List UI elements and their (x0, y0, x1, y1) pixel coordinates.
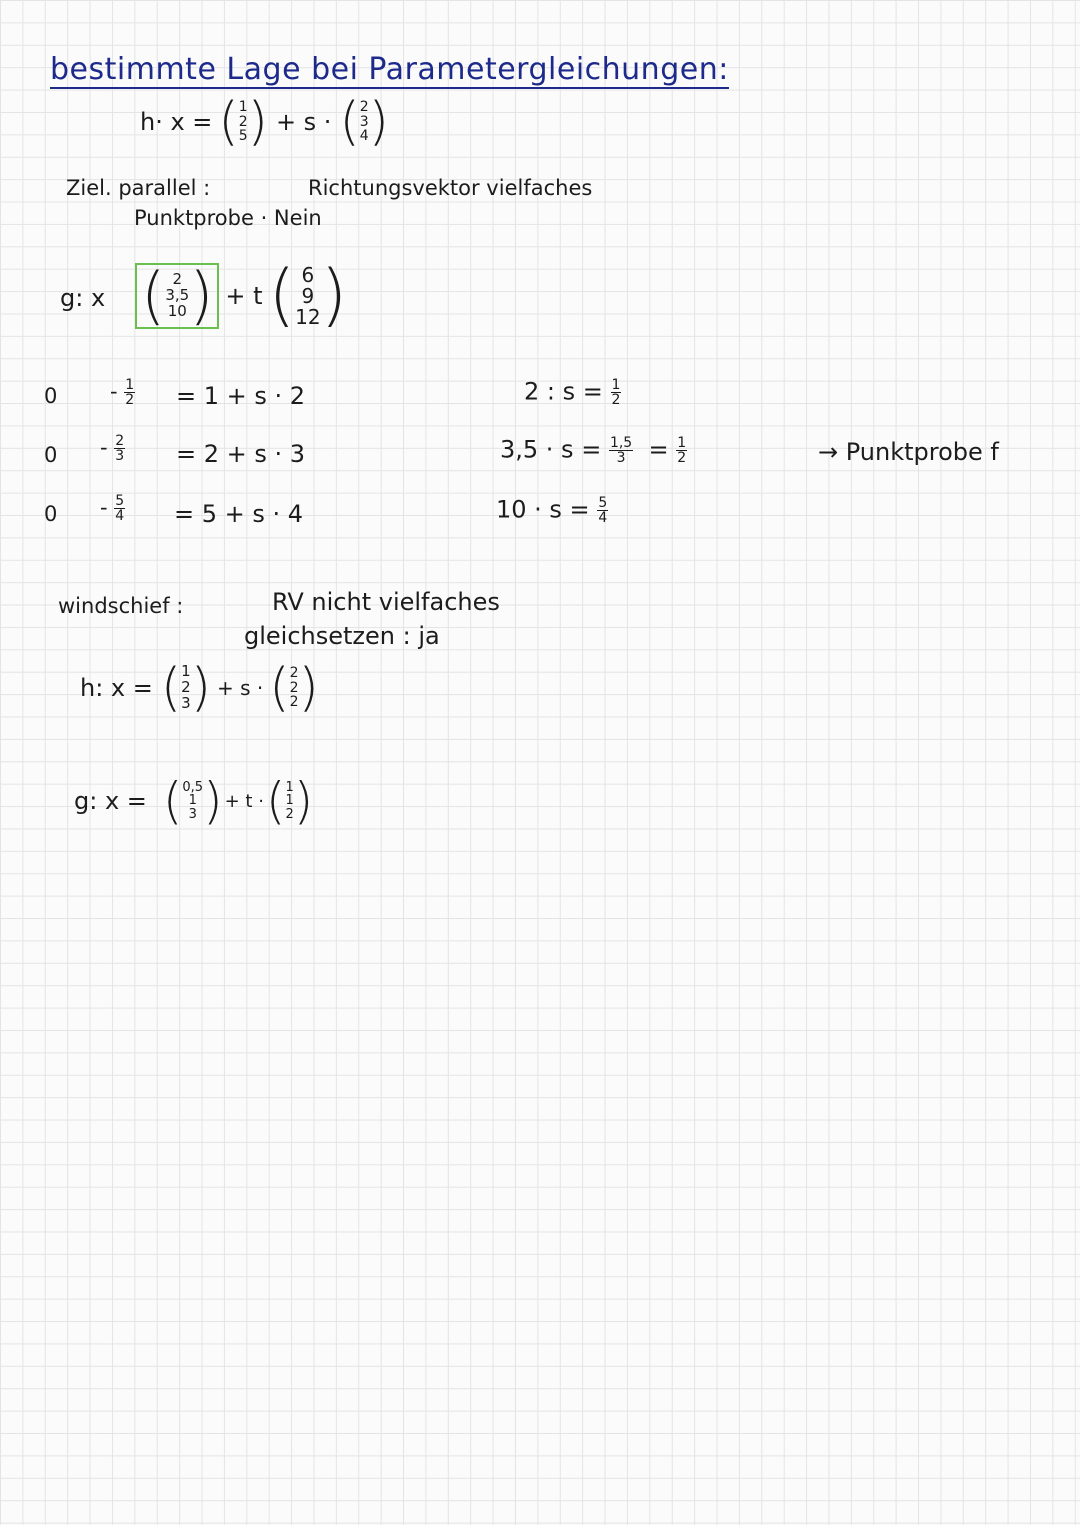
row-subtraction: - $\frac{1}{2}$ (110, 377, 135, 408)
paren-open: ( (141, 259, 166, 332)
paren-open: ( (268, 256, 296, 335)
vector-entry: 1 (285, 793, 294, 809)
vector-entry: 3 (181, 693, 191, 712)
row-subtraction: - $\frac{5}{4}$ (100, 493, 125, 524)
equation-operator: + s · (275, 108, 332, 136)
vector-direction (360, 100, 369, 144)
vector-entry: 6 (301, 262, 315, 287)
paren-close: ) (190, 658, 212, 718)
vector-support (239, 100, 248, 144)
vector-entry: 1 (238, 98, 248, 115)
equation-lhs: g: x = (74, 787, 147, 815)
vector-entry: 2 (289, 664, 299, 681)
paren-close: ) (368, 92, 389, 152)
row-zero: 0 (44, 443, 58, 467)
windschief-rv-note: RV nicht vielfaches (272, 588, 500, 616)
paren-close: ) (247, 92, 268, 152)
highlight-box (135, 259, 219, 332)
windschief-label: windschief : (58, 594, 184, 618)
vector-entry: 2 (359, 98, 369, 115)
paren-open: ( (339, 92, 360, 152)
vector-entry: 1 (181, 662, 191, 681)
paren-close: ) (189, 259, 214, 332)
paren-open: ( (265, 772, 286, 830)
equation-operator: + t · (224, 790, 264, 812)
paren-close: ) (320, 256, 348, 335)
parallel-label: Ziel. parallel : (66, 176, 211, 200)
paren-open: ( (218, 92, 239, 152)
row-zero: 0 (44, 502, 58, 526)
row-equation: = 5 + s · 4 (174, 500, 304, 528)
vector-entry: 12 (295, 304, 321, 329)
paren-close: ) (293, 772, 314, 830)
vector-entry: 2 (285, 806, 294, 822)
equation-lhs: g: x (60, 284, 106, 312)
vector-entry: 5 (238, 128, 248, 145)
equation-operator: + s · (217, 676, 264, 700)
vector-entry: 1 (188, 793, 197, 809)
vector-entry: 2 (238, 113, 248, 130)
row-solution: 2 : s = $\frac{1}{2}$ (524, 377, 621, 408)
vector-direction (295, 262, 321, 329)
equation-h2 (80, 658, 319, 718)
vector-support (182, 781, 203, 822)
equation-lhs: h· x = (140, 108, 213, 136)
row-note: → Punktprobe f (818, 438, 999, 466)
equation-h1 (140, 92, 389, 152)
vector-entry: 10 (167, 301, 187, 320)
vector-entry: 3 (359, 113, 369, 130)
vector-support (181, 664, 191, 711)
row-solution: 10 · s = $\frac{5}{4}$ (496, 495, 608, 526)
row-zero: 0 (44, 384, 58, 408)
vector-entry: 2 (289, 694, 299, 711)
paren-open: ( (160, 658, 182, 718)
vector-entry: 0,5 (182, 779, 204, 795)
paren-open: ( (162, 772, 183, 830)
equation-g1 (60, 256, 348, 335)
paren-open: ( (269, 658, 290, 718)
row-equation: = 1 + s · 2 (176, 382, 306, 410)
page-title: bestimmte Lage bei Parametergleichungen: (50, 52, 729, 87)
vector-direction (290, 666, 299, 710)
vector-entry: 4 (359, 128, 369, 145)
vector-support (165, 272, 189, 319)
parallel-rv-note: Richtungsvektor vielfaches (308, 176, 593, 200)
row-solution: 3,5 · s = $\frac{1,5}{3}$ = $\frac{1}{2}$ (500, 435, 687, 466)
vector-entry: 2 (181, 678, 191, 697)
parallel-pp-note: Punktprobe · Nein (134, 206, 322, 230)
windschief-gleichsetzen-note: gleichsetzen : ja (244, 622, 440, 650)
vector-direction (285, 781, 293, 822)
paren-close: ) (203, 772, 223, 830)
vector-entry: 9 (301, 283, 315, 308)
row-equation: = 2 + s · 3 (176, 440, 306, 468)
equation-g2 (74, 772, 314, 830)
paren-close: ) (298, 658, 319, 718)
row-subtraction: - $\frac{2}{3}$ (100, 433, 125, 464)
equation-operator: + t (225, 282, 263, 310)
vector-entry: 3 (188, 806, 197, 822)
vector-entry: 1 (285, 779, 294, 795)
vector-entry: 2 (289, 679, 299, 696)
vector-entry: 2 (172, 270, 183, 289)
vector-entry: 3,5 (165, 286, 190, 305)
equation-lhs: h: x = (80, 674, 153, 702)
